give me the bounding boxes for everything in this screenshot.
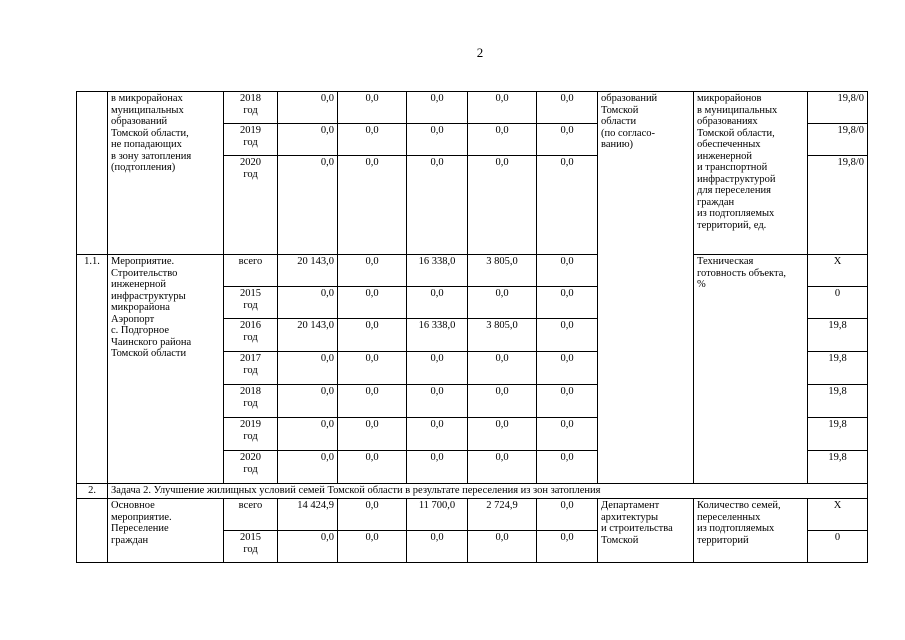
measure-name-cell: Основное мероприятие. Переселение граждан xyxy=(108,499,224,563)
table-row xyxy=(77,484,868,499)
value-cell: 0,0 xyxy=(278,418,338,451)
year-cell: 2018 год xyxy=(224,385,278,418)
value-cell: 0,0 xyxy=(537,451,598,484)
row-number-cell: 2. xyxy=(77,484,108,499)
value-cell: 0,0 xyxy=(407,124,468,156)
value-cell: 20 143,0 xyxy=(278,319,338,352)
value-cell: 0,0 xyxy=(537,156,598,255)
executor-cell: Департамент архитектуры и строительства Томской xyxy=(598,499,694,563)
value-cell: 0,0 xyxy=(537,418,598,451)
year-cell: всего xyxy=(224,499,278,531)
executor-cell: образований Томской области (по согласо- ванию) xyxy=(598,92,694,484)
year-cell: всего xyxy=(224,255,278,287)
value-cell: 0,0 xyxy=(338,156,407,255)
value-cell: 0,0 xyxy=(278,287,338,319)
year-cell: 2016 год xyxy=(224,319,278,352)
value-cell: 0,0 xyxy=(407,531,468,563)
value-cell: 0,0 xyxy=(537,385,598,418)
value-cell: 0,0 xyxy=(537,352,598,385)
value-cell: 0,0 xyxy=(468,385,537,418)
value-cell: 0,0 xyxy=(468,156,537,255)
value-cell: 0,0 xyxy=(407,287,468,319)
year-cell: 2020 год xyxy=(224,451,278,484)
value-cell: 0,0 xyxy=(407,418,468,451)
indicator-value-cell: X xyxy=(808,499,868,531)
row-number-cell xyxy=(77,499,108,563)
value-cell: 0,0 xyxy=(338,319,407,352)
indicator-value-cell: 19,8 xyxy=(808,319,868,352)
table-row xyxy=(77,92,868,124)
value-cell: 16 338,0 xyxy=(407,255,468,287)
value-cell: 0,0 xyxy=(407,385,468,418)
indicator-value-cell: 19,8 xyxy=(808,385,868,418)
indicator-value-cell: 19,8 xyxy=(808,451,868,484)
indicator-value-cell: 19,8/0 xyxy=(808,156,868,255)
indicator-value-cell: 19,8/0 xyxy=(808,124,868,156)
value-cell: 0,0 xyxy=(468,531,537,563)
value-cell: 3 805,0 xyxy=(468,319,537,352)
value-cell: 0,0 xyxy=(537,287,598,319)
value-cell: 0,0 xyxy=(338,287,407,319)
indicator-value-cell: 0 xyxy=(808,287,868,319)
year-cell: 2020 год xyxy=(224,156,278,255)
value-cell: 0,0 xyxy=(537,92,598,124)
value-cell: 14 424,9 xyxy=(278,499,338,531)
indicator-name-cell: Техническая готовность объекта, % xyxy=(694,255,808,484)
value-cell: 11 700,0 xyxy=(407,499,468,531)
task-title-cell: Задача 2. Улучшение жилищных условий семей Томской области в результате переселения из зон затопления xyxy=(108,484,868,499)
indicator-value-cell: X xyxy=(808,255,868,287)
value-cell: 3 805,0 xyxy=(468,255,537,287)
indicator-value-cell: 0 xyxy=(808,531,868,563)
indicator-value-cell: 19,8 xyxy=(808,352,868,385)
value-cell: 0,0 xyxy=(278,531,338,563)
year-cell: 2017 год xyxy=(224,352,278,385)
year-cell: 2019 год xyxy=(224,124,278,156)
value-cell: 0,0 xyxy=(278,352,338,385)
value-cell: 0,0 xyxy=(537,319,598,352)
value-cell: 0,0 xyxy=(278,156,338,255)
value-cell: 0,0 xyxy=(537,499,598,531)
value-cell: 16 338,0 xyxy=(407,319,468,352)
value-cell: 0,0 xyxy=(338,531,407,563)
value-cell: 0,0 xyxy=(468,418,537,451)
row-number-cell: 1.1. xyxy=(77,255,108,484)
year-cell: 2015 год xyxy=(224,531,278,563)
value-cell: 0,0 xyxy=(338,124,407,156)
value-cell: 0,0 xyxy=(338,255,407,287)
value-cell: 0,0 xyxy=(338,352,407,385)
value-cell: 0,0 xyxy=(468,124,537,156)
indicator-value-cell: 19,8/0 xyxy=(808,92,868,124)
value-cell: 0,0 xyxy=(278,451,338,484)
value-cell: 0,0 xyxy=(278,385,338,418)
year-cell: 2015 год xyxy=(224,287,278,319)
indicator-name-cell: микрорайонов в муниципальных образованиях Томской области, обеспеченных инженерной и транспортной инфраструктурой для переселения граждан из подтопляемых территорий, ед. xyxy=(694,92,808,255)
value-cell: 0,0 xyxy=(468,92,537,124)
row-number-cell xyxy=(77,92,108,255)
value-cell: 0,0 xyxy=(407,92,468,124)
value-cell: 0,0 xyxy=(338,418,407,451)
page-number: 2 xyxy=(476,45,484,60)
value-cell: 0,0 xyxy=(338,451,407,484)
value-cell: 0,0 xyxy=(468,451,537,484)
measure-name-cell: в микрорайонах муниципальных образований Томской области, не попадающих в зону затопления (подтопления) xyxy=(108,92,224,255)
measure-name-cell: Мероприятие. Строительство инженерной инфраструктуры микрорайона Аэропорт с. Подгорное Чаинского района Томской области xyxy=(108,255,224,484)
value-cell: 0,0 xyxy=(278,92,338,124)
value-cell: 0,0 xyxy=(537,255,598,287)
value-cell: 0,0 xyxy=(338,499,407,531)
table-row xyxy=(77,499,868,531)
year-cell: 2018 год xyxy=(224,92,278,124)
value-cell: 0,0 xyxy=(468,352,537,385)
value-cell: 0,0 xyxy=(338,385,407,418)
value-cell: 20 143,0 xyxy=(278,255,338,287)
value-cell: 0,0 xyxy=(278,124,338,156)
value-cell: 0,0 xyxy=(338,92,407,124)
table-row xyxy=(77,255,868,287)
year-cell: 2019 год xyxy=(224,418,278,451)
indicator-name-cell: Количество семей, переселенных из подтопляемых территорий xyxy=(694,499,808,563)
value-cell: 0,0 xyxy=(407,156,468,255)
program-table xyxy=(76,91,868,563)
value-cell: 2 724,9 xyxy=(468,499,537,531)
value-cell: 0,0 xyxy=(537,531,598,563)
indicator-value-cell: 19,8 xyxy=(808,418,868,451)
value-cell: 0,0 xyxy=(407,352,468,385)
value-cell: 0,0 xyxy=(407,451,468,484)
value-cell: 0,0 xyxy=(468,287,537,319)
value-cell: 0,0 xyxy=(537,124,598,156)
